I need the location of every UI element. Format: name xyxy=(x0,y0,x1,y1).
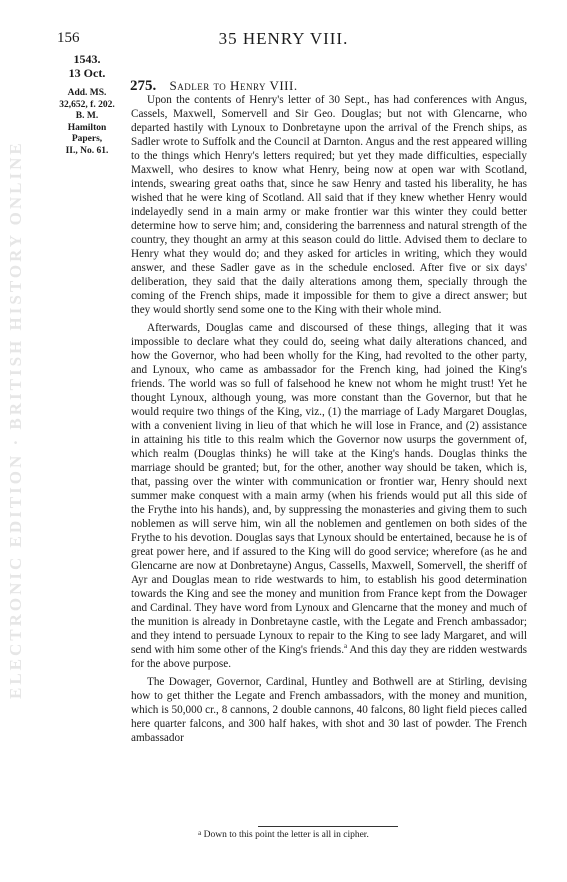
letter-body xyxy=(131,93,527,749)
source-line: II., No. 61. xyxy=(65,145,109,156)
source-line: Hamilton xyxy=(67,122,107,133)
footnote xyxy=(0,830,567,840)
side-watermark: ELECTRONIC EDITION · BRITISH HISTORY ONLINE xyxy=(6,140,25,700)
running-title: 35 HENRY VIII. xyxy=(218,29,349,48)
cipher-note-marker: a xyxy=(344,642,348,650)
source-line: 32,652, f. 202. xyxy=(59,99,115,110)
paragraph-2-tail: And this day they are ridden westwards for the above purpose. xyxy=(131,644,527,670)
paragraph-2-text: Afterwards, Douglas came and discoursed of these things, alleging that it was impossible to declare what they could do, seeing what daily alterations chanced, and how the Governor, who had been wholly for the King, had revolted to the other party, and Lynoux, who came as ambassador for the French king, had joined the King's friends. The world was so full of falsehood he knew not whom he might trust! Yet he thought Lynoux, although young, was more constant than the Governor, but that he would require two things of the King, viz., (1) the marriage of Lady Margaret Douglas, with a convenient living in lieu of that which he will lose in France, and (2) assistance in attaining his title to this realm which the Governor now usurps the government of, which realm (Douglas thinks) he will take at the King's hands. Douglas thinks the marriage should be granted; but, for the other, another way should be taken, which is, that, passing over the winter with communication or frontier war, Henry should next summer make conquest with a main army (when his friends would put all this side of the Frythe into his hands), and, by suppressing the monasteries and giving them to such noblemen as will serve him, win all the noblemen and gentlemen on both sides of the Frythe to his devotion. Douglas says that Lynoux should be entertained, because he is of great power here, and if assured to the King will do good service; wherefore (as he and Glencarne are now at Donbretayne) Angus, Cassells, Maxwell, Somervell, the sheriff of Ayr and Douglas mean to ride westwards to him, to establish his good determination towards the King and see the money and munition from France kept from the Dowager and Cardinal. They have word from Lynoux and Glencarne that the money and much of the munition is already in Donbretayne castle, with the Legate and French ambassador; and they intend to persuade Lynoux to repair to the King to see lady Margaret, and will send with him some other of the King's friends. xyxy=(131,322,527,656)
entry-title: Sadler to Henry VIII. xyxy=(169,78,298,93)
paragraph-3: The Dowager, Governor, Cardinal, Huntley and Bothwell are at Stirling, devising how to get thither the Legate and French ambassadors, with the money and munition, which is 50,000 cr., 8 cannons, 2 double cannons, 40 falcons, 80 light field pieces called here quarter falcons, and 300 half hakes, with shot and 30 last of powder. The French ambassador xyxy=(131,676,527,744)
footnote-rule xyxy=(258,826,398,827)
margin-year: 1543. xyxy=(73,52,101,66)
entry-number: 275. xyxy=(130,78,157,94)
paragraph-1: Upon the contents of Henry's letter of 30 Sept., has had conferences with Angus, Cassels, Maxwell, Somervell and Sir Geo. Douglas; but not with Glencarne, who departed hastily with Lynoux to Donbretayne upon the arrival of the French ships, as Sadler wrote to Suffolk and the Council at Darnton. Angus and the rest appeared willing to the things which Henry's letters required; but yet they made difficulties, especially Maxwell, who desires to know what Henry, being now at open war with Scotland, intends, swearing great oaths that, since he saw Henry and tasted his liberality, he has wished that he were king of Scotland. All said that if they knew whether Henry would indelayedly send in a main army or make frontier war this winter they could better determine how to serve him; and, considering the barrenness and natural strength of the country, they thought an army at this season could do little. Advised them to declare to Henry what they would do; and they asked for articles in writing, which they would answer, and these Sadler gave as in the schedule enclosed. After five or six days' deliberation, they said that the daily alterations among them, specially through the coming of the French ships, made it impossible for them to give a direct answer; but they would shortly send some one to the King with their whole mind. xyxy=(131,94,527,316)
page-number: 156 xyxy=(57,30,80,46)
source-line: Papers, xyxy=(71,134,103,144)
margin-note xyxy=(52,52,122,157)
footnote-text: Down to this point the letter is all in cipher. xyxy=(203,830,369,840)
source-line: B. M. xyxy=(75,111,99,121)
footnote-marker: a xyxy=(198,829,202,837)
margin-date: 13 Oct. xyxy=(68,66,106,80)
source-line: Add. MS. xyxy=(67,88,107,98)
margin-source xyxy=(52,88,122,157)
paragraph-2 xyxy=(131,321,527,671)
